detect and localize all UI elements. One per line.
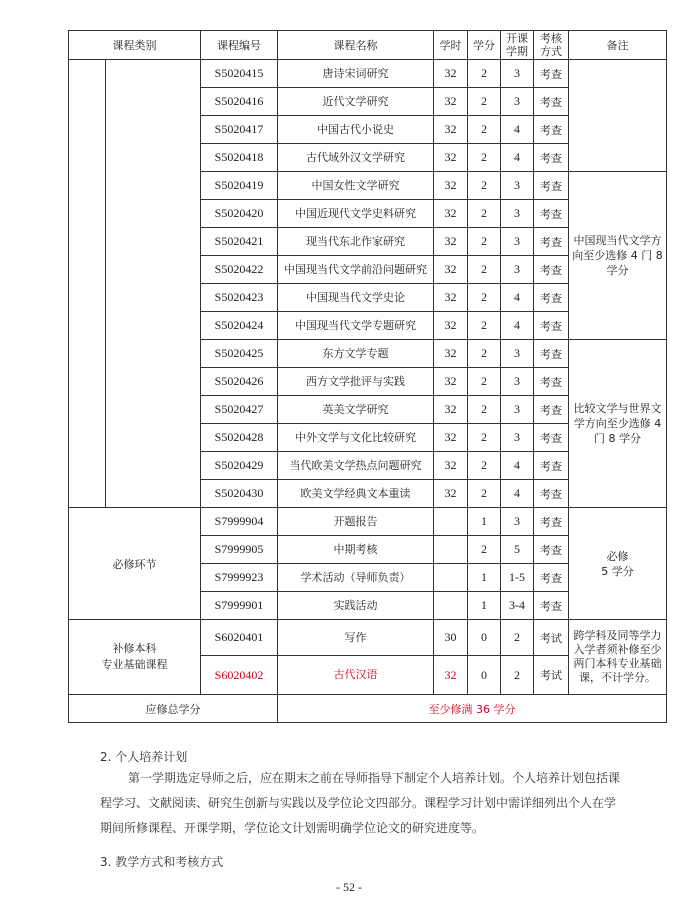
category-blank xyxy=(69,60,106,508)
course-credits: 2 xyxy=(468,536,501,564)
course-exam: 考查 xyxy=(534,228,569,256)
course-exam: 考试 xyxy=(534,656,569,695)
category-blank-sub xyxy=(106,60,201,508)
course-name: 古代汉语 xyxy=(278,656,434,695)
course-hours: 32 xyxy=(434,452,468,480)
course-name: 西方文学批评与实践 xyxy=(278,368,434,396)
course-term: 3 xyxy=(501,60,534,88)
course-term: 3 xyxy=(501,368,534,396)
header-credits: 学分 xyxy=(468,31,501,60)
course-code: S6020401 xyxy=(201,620,278,656)
course-hours xyxy=(434,508,468,536)
total-row xyxy=(69,695,667,723)
course-credits: 2 xyxy=(468,396,501,424)
course-name: 中国近现代文学史料研究 xyxy=(278,200,434,228)
course-credits: 2 xyxy=(468,340,501,368)
course-term: 3 xyxy=(501,424,534,452)
course-code: S5020429 xyxy=(201,452,278,480)
course-credits: 2 xyxy=(468,480,501,508)
course-hours: 32 xyxy=(434,144,468,172)
course-code: S5020421 xyxy=(201,228,278,256)
course-table xyxy=(68,30,667,723)
total-value: 至少修满 36 学分 xyxy=(278,695,667,723)
table-row xyxy=(69,620,667,656)
course-hours: 30 xyxy=(434,620,468,656)
course-term: 3 xyxy=(501,340,534,368)
course-exam: 考查 xyxy=(534,340,569,368)
course-hours: 32 xyxy=(434,200,468,228)
course-code: S5020428 xyxy=(201,424,278,452)
makeup-category: 补修本科 专业基础课程 xyxy=(69,620,201,695)
course-credits: 2 xyxy=(468,424,501,452)
course-exam: 考查 xyxy=(534,88,569,116)
course-term: 1-5 xyxy=(501,564,534,592)
course-term: 2 xyxy=(501,620,534,656)
required-category: 必修环节 xyxy=(69,508,201,620)
course-exam: 考查 xyxy=(534,396,569,424)
course-name: 中国现当代文学史论 xyxy=(278,284,434,312)
course-credits: 2 xyxy=(468,144,501,172)
course-term: 3 xyxy=(501,396,534,424)
course-credits: 2 xyxy=(468,256,501,284)
header-hours: 学时 xyxy=(434,31,468,60)
course-hours: 32 xyxy=(434,312,468,340)
course-exam: 考查 xyxy=(534,480,569,508)
course-name: 实践活动 xyxy=(278,592,434,620)
course-name: 写作 xyxy=(278,620,434,656)
course-code: S5020418 xyxy=(201,144,278,172)
course-exam: 考查 xyxy=(534,60,569,88)
table-row xyxy=(69,508,667,536)
course-name: 近代文学研究 xyxy=(278,88,434,116)
course-exam: 考查 xyxy=(534,536,569,564)
section3-title: 3. 教学方式和考核方式 xyxy=(100,855,224,869)
course-term: 4 xyxy=(501,312,534,340)
course-exam: 考查 xyxy=(534,144,569,172)
course-name: 中期考核 xyxy=(278,536,434,564)
course-code: S5020426 xyxy=(201,368,278,396)
course-name: 英美文学研究 xyxy=(278,396,434,424)
header-exam: 考核 方式 xyxy=(534,31,569,60)
course-name: 东方文学专题 xyxy=(278,340,434,368)
course-credits: 0 xyxy=(468,620,501,656)
table-header-row xyxy=(69,31,667,60)
course-exam: 考查 xyxy=(534,508,569,536)
course-code: S6020402 xyxy=(201,656,278,695)
course-credits: 2 xyxy=(468,88,501,116)
course-name: 中国现当代文学专题研究 xyxy=(278,312,434,340)
course-exam: 考查 xyxy=(534,312,569,340)
note-compare: 比较文学与世界文学方向至少选修 4 门 8 学分 xyxy=(569,340,667,508)
course-hours: 32 xyxy=(434,60,468,88)
course-exam: 考查 xyxy=(534,368,569,396)
course-name: 开题报告 xyxy=(278,508,434,536)
course-name: 唐诗宋词研究 xyxy=(278,60,434,88)
course-hours: 32 xyxy=(434,228,468,256)
course-exam: 考查 xyxy=(534,592,569,620)
course-credits: 1 xyxy=(468,508,501,536)
course-term: 3 xyxy=(501,256,534,284)
course-credits: 2 xyxy=(468,200,501,228)
course-credits: 1 xyxy=(468,564,501,592)
course-code: S5020430 xyxy=(201,480,278,508)
note-blank xyxy=(569,60,667,172)
course-credits: 2 xyxy=(468,452,501,480)
course-hours: 32 xyxy=(434,480,468,508)
course-hours: 32 xyxy=(434,340,468,368)
course-code: S5020425 xyxy=(201,340,278,368)
section2-title: 2. 个人培养计划 xyxy=(100,750,188,764)
course-hours: 32 xyxy=(434,172,468,200)
section2-body xyxy=(100,766,620,841)
course-hours: 32 xyxy=(434,656,468,695)
course-term: 5 xyxy=(501,536,534,564)
course-exam: 考查 xyxy=(534,256,569,284)
course-term: 3-4 xyxy=(501,592,534,620)
course-code: S5020423 xyxy=(201,284,278,312)
course-code: S7999904 xyxy=(201,508,278,536)
course-exam: 考查 xyxy=(534,284,569,312)
course-code: S5020417 xyxy=(201,116,278,144)
course-credits: 2 xyxy=(468,312,501,340)
course-term: 3 xyxy=(501,228,534,256)
course-name: 欧美文学经典文本重读 xyxy=(278,480,434,508)
course-exam: 考试 xyxy=(534,620,569,656)
course-code: S7999923 xyxy=(201,564,278,592)
course-name: 中外文学与文化比较研究 xyxy=(278,424,434,452)
course-credits: 2 xyxy=(468,284,501,312)
header-name: 课程名称 xyxy=(278,31,434,60)
course-credits: 1 xyxy=(468,592,501,620)
course-name: 中国现当代文学前沿问题研究 xyxy=(278,256,434,284)
course-credits: 0 xyxy=(468,656,501,695)
course-code: S5020427 xyxy=(201,396,278,424)
course-name: 当代欧美文学热点问题研究 xyxy=(278,452,434,480)
course-name: 学术活动（导师负责） xyxy=(278,564,434,592)
course-hours xyxy=(434,536,468,564)
course-code: S5020424 xyxy=(201,312,278,340)
course-term: 4 xyxy=(501,452,534,480)
note-modern: 中国现当代文学方向至少选修 4 门 8 学分 xyxy=(569,172,667,340)
course-hours xyxy=(434,564,468,592)
header-code: 课程编号 xyxy=(201,31,278,60)
course-credits: 2 xyxy=(468,172,501,200)
course-term: 3 xyxy=(501,200,534,228)
course-code: S5020422 xyxy=(201,256,278,284)
course-credits: 2 xyxy=(468,228,501,256)
course-hours: 32 xyxy=(434,284,468,312)
course-term: 2 xyxy=(501,656,534,695)
course-exam: 考查 xyxy=(534,172,569,200)
course-exam: 考查 xyxy=(534,200,569,228)
course-hours: 32 xyxy=(434,256,468,284)
course-hours: 32 xyxy=(434,116,468,144)
course-name: 现当代东北作家研究 xyxy=(278,228,434,256)
course-term: 4 xyxy=(501,284,534,312)
course-term: 4 xyxy=(501,144,534,172)
course-hours: 32 xyxy=(434,88,468,116)
course-code: S5020419 xyxy=(201,172,278,200)
makeup-note: 跨学科及同等学力入学者须补修至少两门本科专业基础课，不计学分。 xyxy=(569,620,667,695)
page-number: - 52 - xyxy=(336,880,362,894)
course-term: 3 xyxy=(501,172,534,200)
course-exam: 考查 xyxy=(534,564,569,592)
course-code: S7999901 xyxy=(201,592,278,620)
course-credits: 2 xyxy=(468,60,501,88)
course-hours: 32 xyxy=(434,424,468,452)
course-exam: 考查 xyxy=(534,452,569,480)
course-hours: 32 xyxy=(434,396,468,424)
header-term: 开课 学期 xyxy=(501,31,534,60)
course-hours xyxy=(434,592,468,620)
header-notes: 备注 xyxy=(569,31,667,60)
course-code: S5020416 xyxy=(201,88,278,116)
total-label: 应修总学分 xyxy=(69,695,278,723)
course-exam: 考查 xyxy=(534,424,569,452)
course-code: S5020420 xyxy=(201,200,278,228)
course-term: 4 xyxy=(501,116,534,144)
course-name: 中国女性文学研究 xyxy=(278,172,434,200)
course-credits: 2 xyxy=(468,368,501,396)
course-credits: 2 xyxy=(468,116,501,144)
required-note: 必修 5 学分 xyxy=(569,508,667,620)
course-hours: 32 xyxy=(434,368,468,396)
course-term: 3 xyxy=(501,88,534,116)
course-exam: 考查 xyxy=(534,116,569,144)
course-name: 古代域外汉文学研究 xyxy=(278,144,434,172)
course-term: 3 xyxy=(501,508,534,536)
table-row xyxy=(69,60,667,88)
header-category: 课程类别 xyxy=(69,31,201,60)
course-term: 4 xyxy=(501,480,534,508)
section2-body-text: 第一学期选定导师之后，应在期末之前在导师指导下制定个人培养计划。个人培养计划包括课程学习、文献阅读、研究生创新与实践以及学位论文四部分。课程学习计划中需详细列出个人在学期间所修课程、开课学期，学位论文计划需明确学位论文的研究进度等。 xyxy=(100,771,621,835)
course-code: S7999905 xyxy=(201,536,278,564)
course-code: S5020415 xyxy=(201,60,278,88)
course-name: 中国古代小说史 xyxy=(278,116,434,144)
